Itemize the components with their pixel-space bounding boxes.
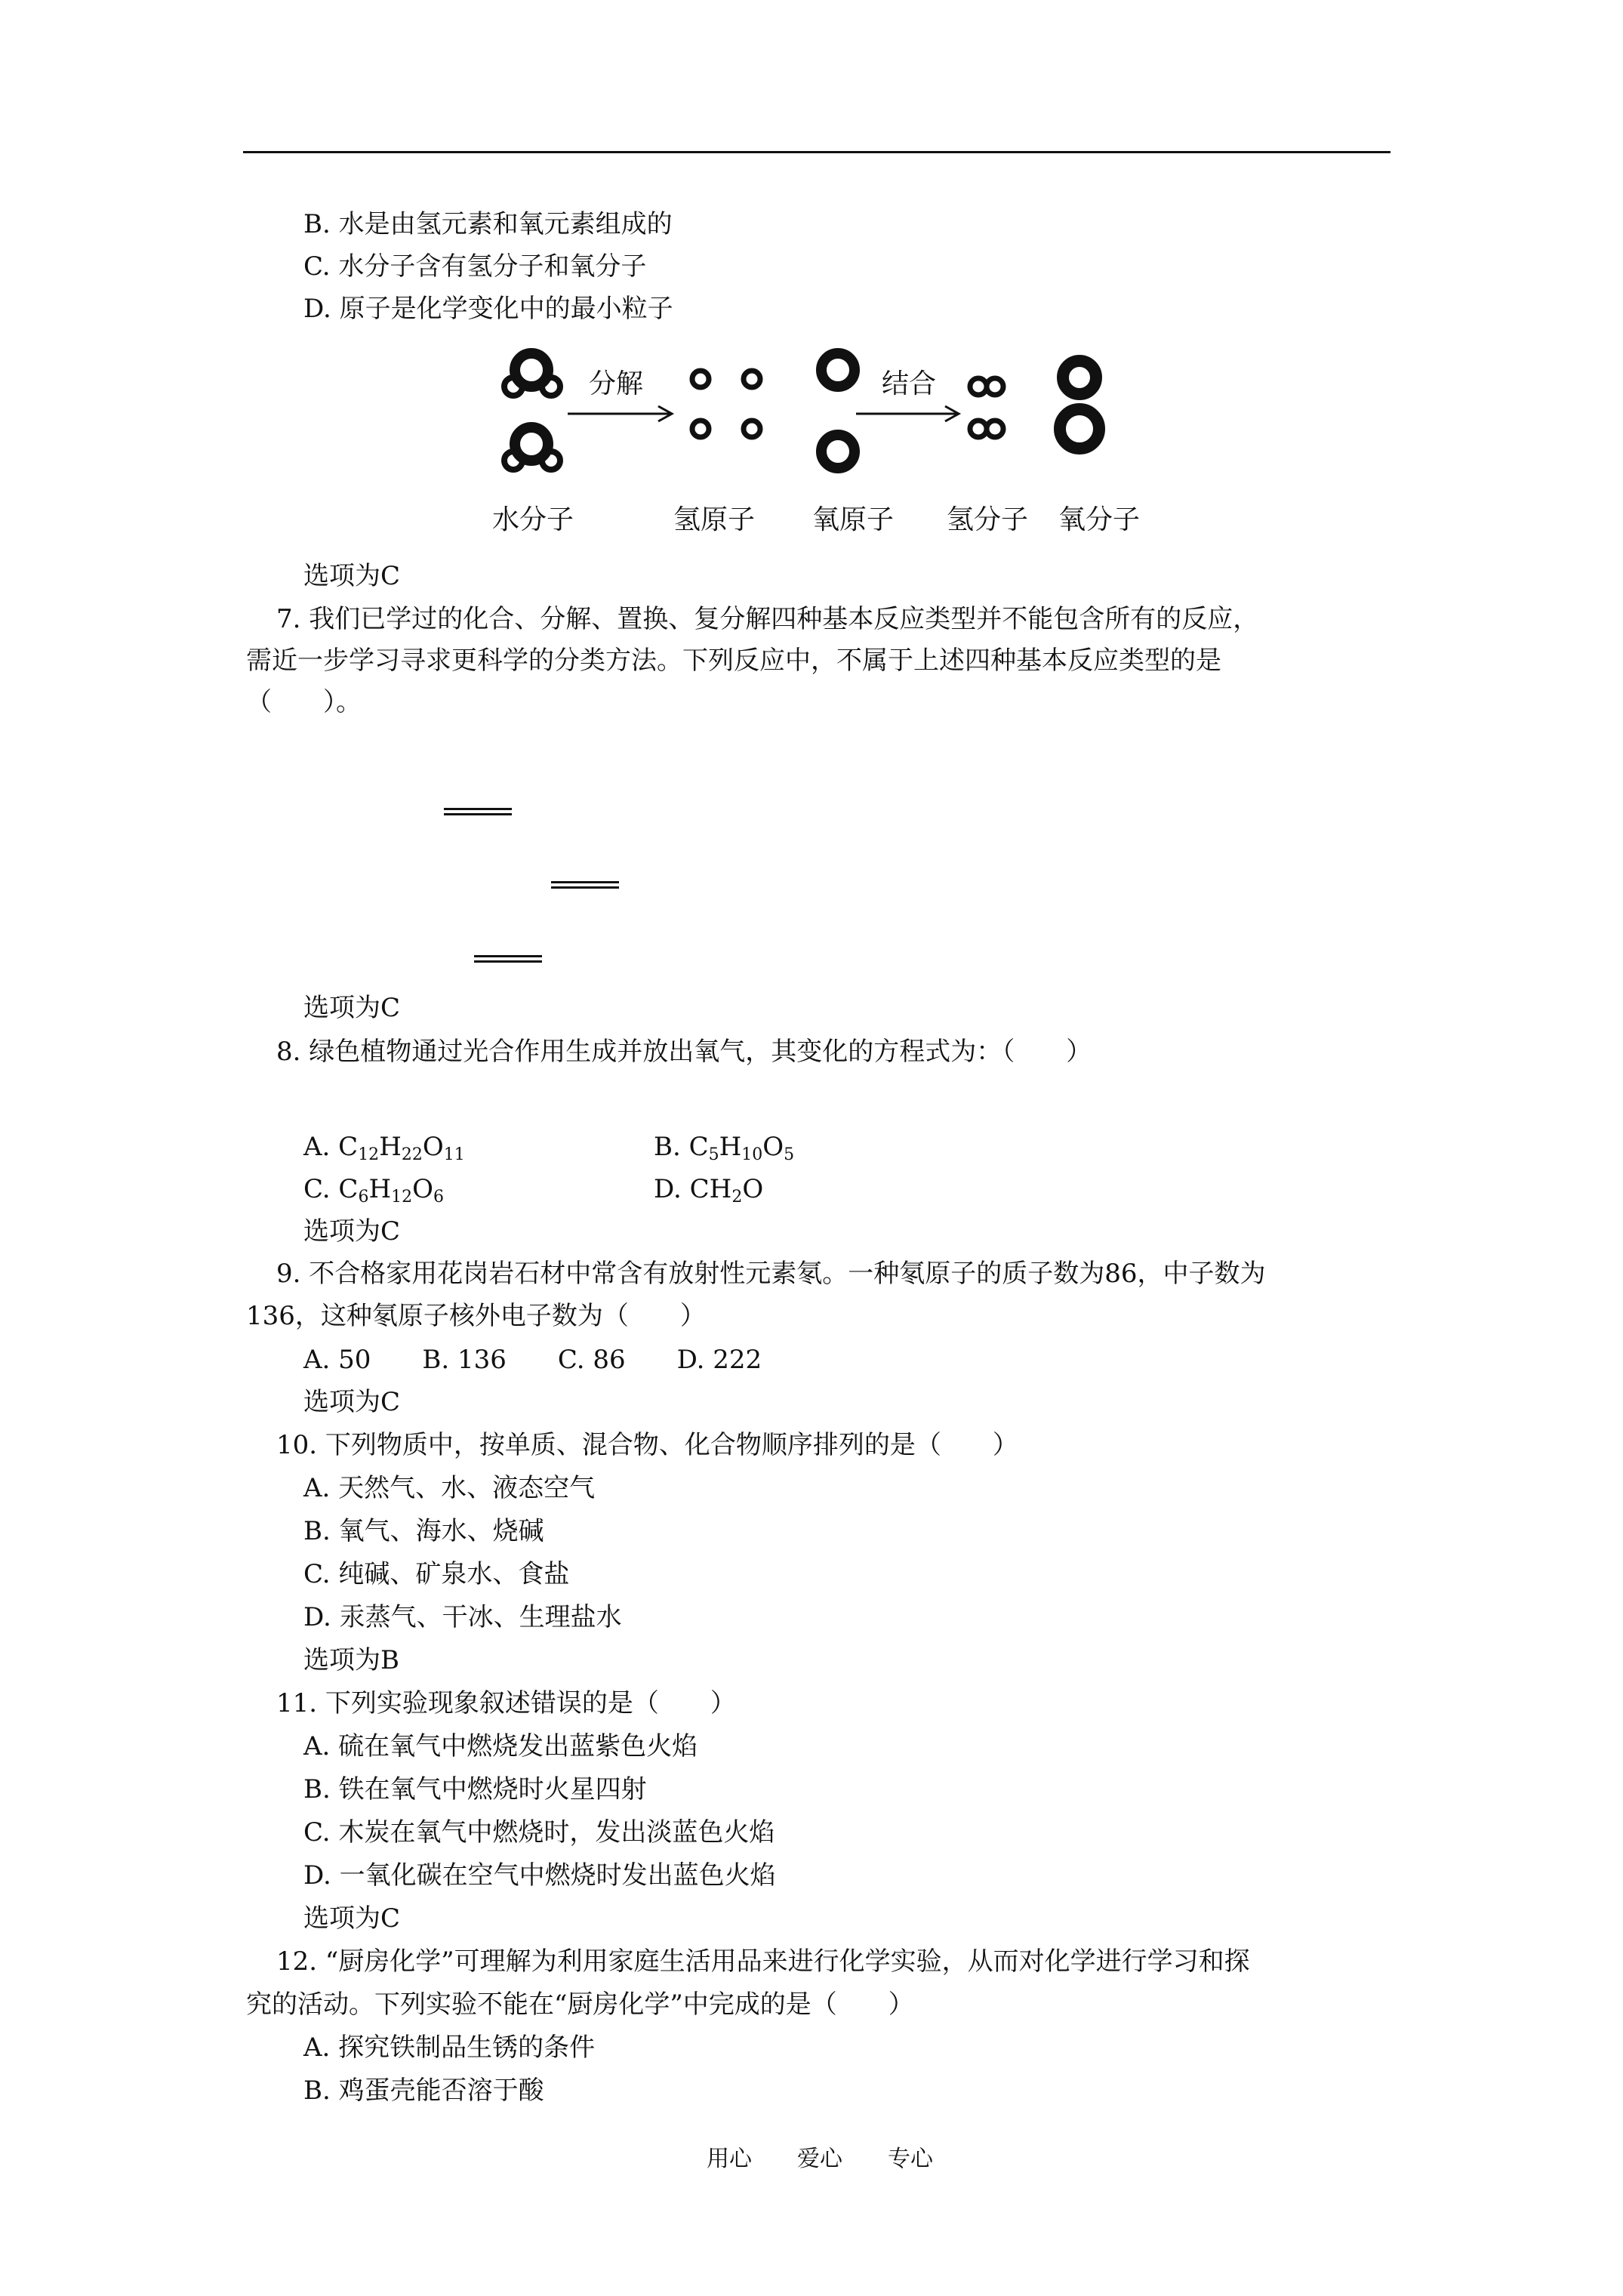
q7-line3: （ ）。 — [246, 687, 362, 717]
q10-option-a: A. 天然气、水、液态空气 — [303, 1473, 596, 1503]
q10-option-b: B. 氧气、海水、烧碱 — [303, 1516, 544, 1546]
q6-option-b: B. 水是由氢元素和氧元素组成的 — [303, 209, 673, 239]
q11-stem: 11. 下列实验现象叙述错误的是（ ） — [276, 1688, 736, 1718]
q9-answer: 选项为C — [303, 1387, 401, 1417]
q10-option-c: C. 纯碱、矿泉水、食盐 — [303, 1559, 570, 1589]
q9-options: A. 50 B. 136 C. 86 D. 222 — [303, 1345, 762, 1375]
q8-answer: 选项为C — [303, 1216, 401, 1247]
label-water-molecule: 水分子 — [492, 504, 574, 535]
q7-line1: 7. 我们已学过的化合、分解、置换、复分解四种基本反应类型并不能包含所有的反应， — [276, 604, 1259, 634]
q6-answer: 选项为C — [303, 561, 401, 591]
q11-option-b: B. 铁在氧气中燃烧时火星四射 — [303, 1774, 647, 1804]
page-footer: 用心 爱心 专心 — [707, 2146, 933, 2172]
molecule-diagram — [483, 332, 1163, 551]
q7-line2: 需近一步学习寻求更科学的分类方法。下列反应中，不属于上述四种基本反应类型的是 — [246, 646, 1221, 676]
q6-option-c: C. 水分子含有氢分子和氧分子 — [303, 251, 647, 282]
q8-option-a: A. $C_{12}H_{22}O_{11}$ — [303, 1132, 465, 1164]
q9-line1: 9. 不合格家用花岗岩石材中常含有放射性元素氡。一种氡原子的质子数为86，中子数为 — [276, 1259, 1266, 1289]
q8-option-b: B. $C_5H_{10}O_5$ — [654, 1132, 795, 1164]
label-hydrogen-atom: 氢原子 — [673, 504, 756, 535]
arrow2-label: 结合 — [882, 368, 937, 399]
q11-answer: 选项为C — [303, 1903, 401, 1934]
q9-line2: 136，这种氡原子核外电子数为（ ） — [246, 1301, 706, 1331]
q12-line1: 12. “厨房化学”可理解为利用家庭生活用品来进行化学实验，从而对化学进行学习和探 — [276, 1946, 1250, 1977]
equals-sign-3 — [474, 955, 542, 963]
water-molecule-icon — [504, 427, 560, 470]
q6-option-d: D. 原子是化学变化中的最小粒子 — [303, 294, 673, 324]
label-oxygen-atom: 氧原子 — [812, 504, 895, 535]
equals-sign-2 — [551, 881, 619, 889]
hydrogen-atom-icon — [692, 371, 760, 437]
hydrogen-molecule-icon — [970, 378, 1003, 437]
q11-option-d: D. 一氧化碳在空气中燃烧时发出蓝色火焰 — [303, 1860, 776, 1891]
q8-option-c: C. $C_6H_{12}O_6$ — [303, 1174, 444, 1207]
label-oxygen-molecule: 氧分子 — [1058, 504, 1141, 535]
equals-sign-1 — [444, 808, 512, 815]
q7-answer: 选项为C — [303, 993, 401, 1023]
q8-stem: 8. 绿色植物通过光合作用生成并放出氧气，其变化的方程式为：（ ） — [276, 1037, 1092, 1067]
header-rule — [243, 151, 1390, 153]
q8-option-d: D. $CH_2O$ — [654, 1174, 764, 1207]
q10-answer: 选项为B — [303, 1645, 399, 1675]
water-molecule-icon — [504, 353, 560, 396]
q11-option-a: A. 硫在氧气中燃烧发出蓝紫色火焰 — [303, 1731, 698, 1761]
label-hydrogen-molecule: 氢分子 — [947, 504, 1029, 535]
oxygen-molecule-icon — [1060, 361, 1099, 448]
oxygen-atom-icon — [821, 353, 855, 468]
arrow1-label: 分解 — [589, 368, 644, 399]
q10-option-d: D. 汞蒸气、干冰、生理盐水 — [303, 1602, 622, 1632]
q12-line2: 究的活动。下列实验不能在“厨房化学”中完成的是（ ） — [246, 1989, 914, 2020]
q12-option-b: B. 鸡蛋壳能否溶于酸 — [303, 2076, 544, 2106]
q10-stem: 10. 下列物质中，按单质、混合物、化合物顺序排列的是（ ） — [276, 1430, 1018, 1460]
q12-option-a: A. 探究铁制品生锈的条件 — [303, 2032, 596, 2063]
q11-option-c: C. 木炭在氧气中燃烧时，发出淡蓝色火焰 — [303, 1817, 775, 1848]
